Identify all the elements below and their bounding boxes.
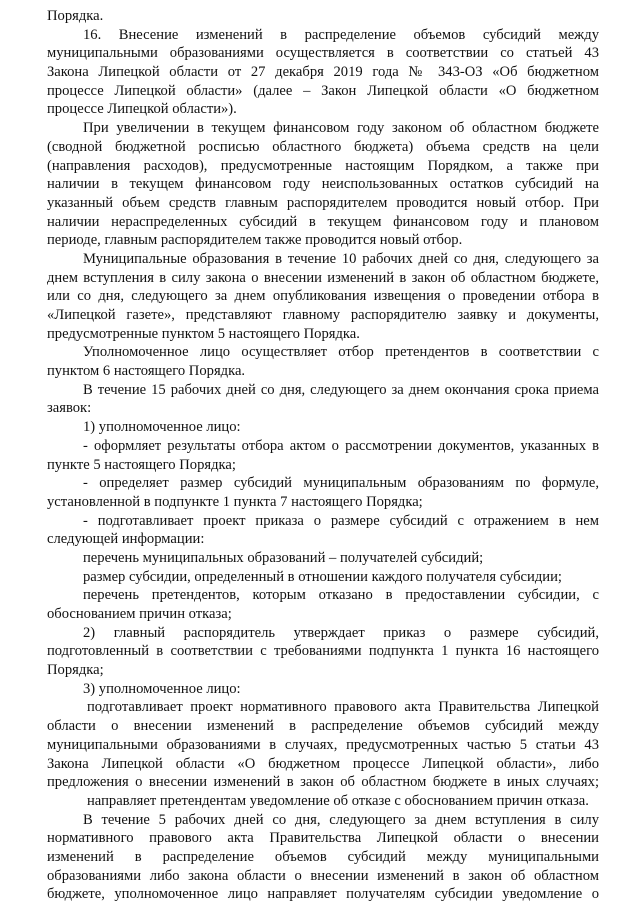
text-line: установленной в подпункте 1 пункта 7 настоящего Порядка; — [47, 493, 423, 510]
text-line: заявок: — [47, 400, 92, 417]
text-line: Порядка. — [47, 8, 104, 24]
text-line: области о внесении изменений в распределение объемов субсидий между — [47, 718, 599, 735]
text-line: наличии в текущем финансовом году неиспользованных остатков субсидий на — [47, 176, 599, 193]
text-line: пунктом 6 настоящего Порядка. — [47, 363, 246, 380]
text-line: указанный объем средств главным распорядителем проводится новый отбор. При — [47, 194, 599, 211]
text-line: (сводной бюджетной росписью областного бюджета) объема средств на цели — [47, 138, 599, 155]
text-line: наличии нераспределенных субсидий в текущем финансовом году и плановом — [47, 213, 599, 230]
text-line: следующей информации: — [47, 531, 205, 548]
document-page — [47, 7, 599, 904]
text-line: подготавливает проект нормативного правового акта Правительства Липецкой — [87, 699, 599, 716]
text-line: Закона Липецкой области «О бюджетном процессе Липецкой области», либо — [47, 755, 599, 772]
text-line: днем вступления в силу закона о внесении изменений в закон об областном бюджете, — [47, 269, 599, 286]
text-line: муниципальными образованиями осуществляется в соответствии со статьей 43 — [47, 45, 599, 62]
text-line: В течение 15 рабочих дней со дня, следующего за днем окончания срока приема — [83, 381, 599, 398]
text-line: направляет претендентам уведомление об отказе с обоснованием причин отказа. — [87, 792, 589, 809]
text-line: - оформляет результаты отбора актом о рассмотрении документов, указанных в — [83, 437, 599, 454]
text-line: Муниципальные образования в течение 10 рабочих дней со дня, следующего за — [83, 250, 599, 267]
text-line: В течение 5 рабочих дней со дня, следующего за днем вступления в силу — [83, 811, 599, 828]
text-line: перечень претендентов, которым отказано в предоставлении субсидии, с — [83, 587, 599, 604]
text-line: бюджете, уполномоченное лицо направляет получателям субсидии уведомление о — [47, 886, 599, 903]
text-line: изменений в распределение объемов субсидий между муниципальными — [47, 848, 599, 865]
text-line: муниципальными образованиями в случаях, предусмотренных частью 5 статьи 43 — [47, 736, 599, 753]
text-line: 1) уполномоченное лицо: — [83, 419, 241, 436]
text-line: - подготавливает проект приказа о размере субсидий с отражением в нем — [83, 512, 599, 529]
text-line: или со дня, следующего за днем опубликования извещения о проведении отбора в — [47, 288, 599, 305]
text-line: 2) главный распорядитель утверждает приказ о размере субсидий, — [83, 624, 599, 641]
text-line: нормативного правового акта Правительства Липецкой области о внесении — [47, 830, 599, 847]
text-line: обоснованием причин отказа; — [47, 606, 232, 622]
text-line: размер субсидии, определенный в отношении каждого получателя субсидии; — [83, 568, 562, 585]
document-text — [47, 7, 599, 904]
text-line: 3) уполномоченное лицо: — [83, 680, 241, 697]
text-line: Закона Липецкой области от 27 декабря 2019 года № 343-ОЗ «Об бюджетном — [47, 64, 599, 81]
text-line: перечень муниципальных образований – получателей субсидий; — [83, 549, 484, 566]
text-line: пункте 5 настоящего Порядка; — [47, 456, 236, 473]
text-line: периоде, главным распорядителем также проводится новый отбор. — [47, 232, 463, 249]
text-line: - определяет размер субсидий муниципальным образованиям по формуле, — [83, 475, 599, 492]
text-line: процессе Липецкой области» (далее – Закон Липецкой области «О бюджетном — [47, 82, 599, 99]
text-line: (направления расходов), предусмотренные настоящим Порядком, а также при — [47, 157, 599, 174]
text-line: предусмотренные пунктом 5 настоящего Порядка. — [47, 325, 360, 342]
text-line: образованиями либо закона области о внесении изменений в закон об областном — [47, 867, 599, 884]
text-line: предложения о внесении изменений в закон об областном бюджете в иных случаях; — [47, 774, 599, 791]
text-line: процессе Липецкой области»). — [47, 101, 237, 118]
text-line: Порядка; — [47, 662, 104, 679]
text-line: 16. Внесение изменений в распределение объемов субсидий между — [83, 26, 599, 43]
text-line: Уполномоченное лицо осуществляет отбор претендентов в соответствии с — [83, 344, 599, 361]
text-line: подготовленный в соответствии с требованиями подпункта 1 пункта 16 настоящего — [47, 643, 599, 660]
text-line: «Липецкой газете», представляют главному распорядителю заявку и документы, — [47, 307, 599, 323]
text-line: При увеличении в текущем финансовом году законом об областном бюджете — [83, 120, 599, 137]
